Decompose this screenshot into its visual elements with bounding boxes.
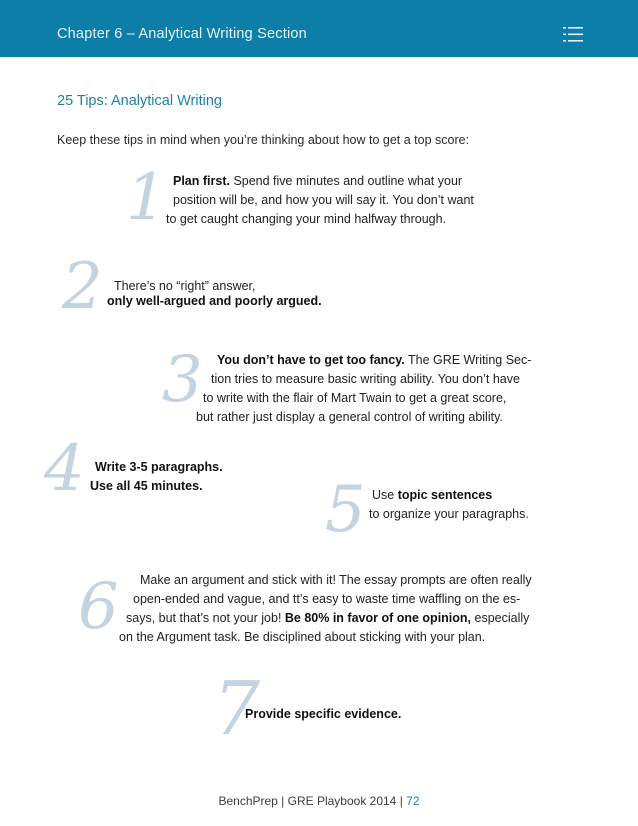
section-title: 25 Tips: Analytical Writing <box>57 93 222 109</box>
chapter-title: Chapter 6 – Analytical Writing Section <box>57 26 307 42</box>
tip-3-lead: You don’t have to get too fancy. <box>217 353 405 367</box>
footer-text: BenchPrep | GRE Playbook 2014 | <box>218 794 407 808</box>
tip-number-4: 4 <box>44 432 85 506</box>
page-footer <box>0 794 638 808</box>
chapter-header-bar <box>0 0 638 57</box>
tip-number-2: 2 <box>62 250 103 324</box>
tip-number-3: 3 <box>162 343 203 417</box>
page-number: 72 <box>406 794 420 808</box>
tip-number-1: 1 <box>126 161 167 235</box>
list-menu-icon[interactable] <box>563 27 583 42</box>
intro-text: Keep these tips in mind when you’re thinking about how to get a top score: <box>57 133 470 147</box>
tip-1-lead: Plan first. <box>173 174 230 188</box>
tip-number-5: 5 <box>325 473 366 547</box>
tip-number-6: 6 <box>78 570 119 644</box>
tip-number-7: 7 <box>213 666 261 752</box>
